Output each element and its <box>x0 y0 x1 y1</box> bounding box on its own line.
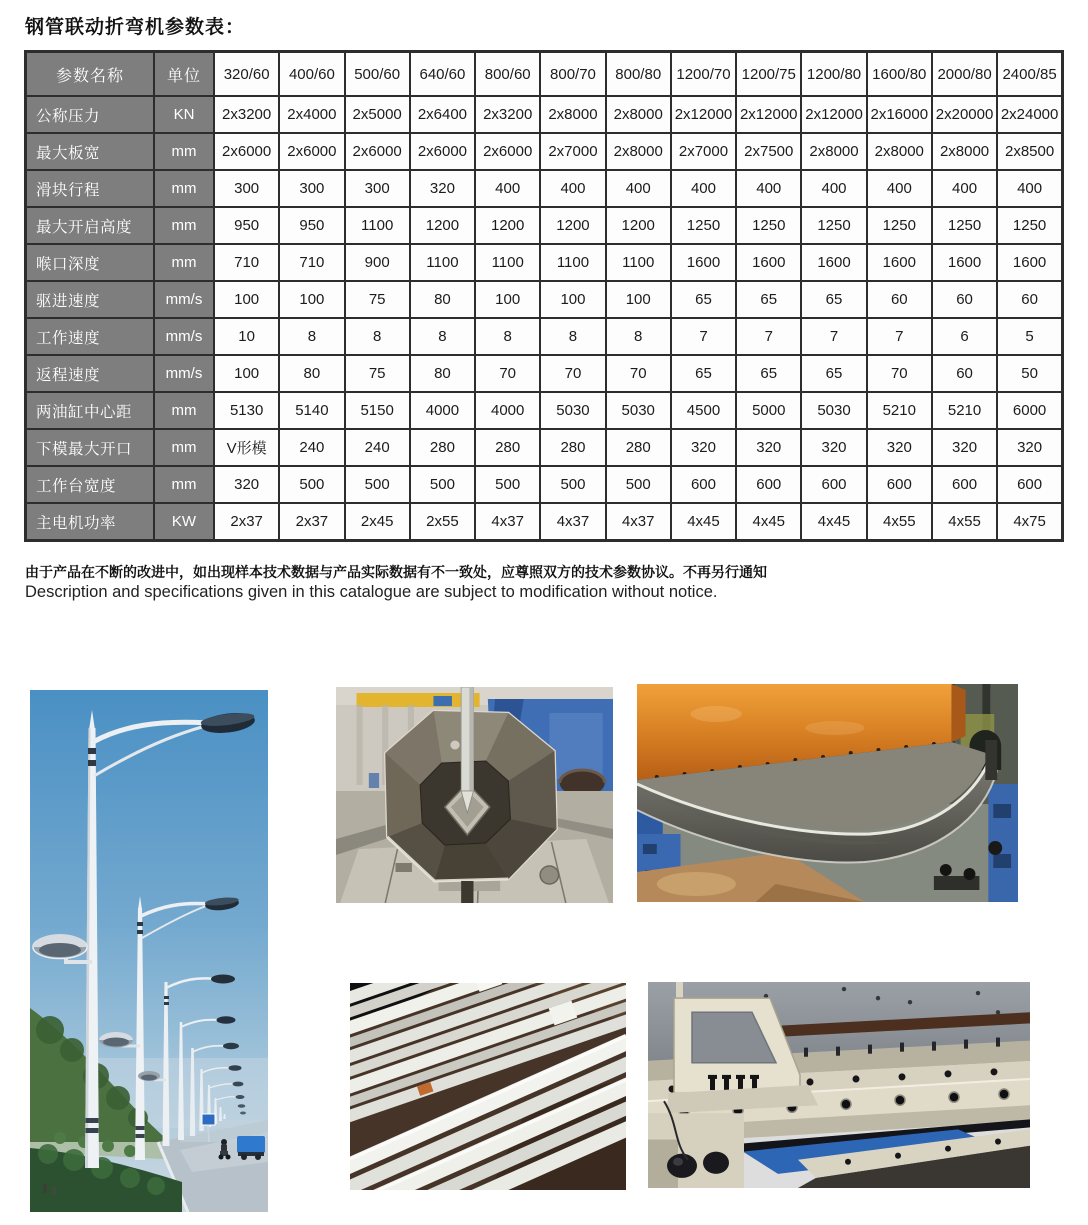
value-cell: 4x37 <box>606 503 671 541</box>
value-cell: 400 <box>606 170 671 207</box>
spec-row <box>26 207 1063 244</box>
spec-row <box>26 392 1063 429</box>
value-cell: 1600 <box>801 244 866 281</box>
value-cell: 2x8000 <box>867 133 932 170</box>
page-title: 钢管联动折弯机参数表： <box>25 17 246 38</box>
param-name-cell: 滑块行程 <box>26 170 155 207</box>
unit-header: 单位 <box>154 52 214 97</box>
value-cell: 2x5000 <box>345 96 410 133</box>
octagonal-pole-cross-section-photo <box>336 687 613 903</box>
value-cell: 100 <box>279 281 344 318</box>
value-cell: 320 <box>997 429 1062 466</box>
unit-cell: mm/s <box>154 318 214 355</box>
value-cell: 600 <box>867 466 932 503</box>
param-name-cell: 两油缸中心距 <box>26 392 155 429</box>
value-cell: 2x3200 <box>214 96 279 133</box>
model-header: 640/60 <box>410 52 475 97</box>
value-cell: 2x8000 <box>606 96 671 133</box>
value-cell: 2x4000 <box>279 96 344 133</box>
spec-row <box>26 355 1063 392</box>
value-cell: 100 <box>606 281 671 318</box>
spec-row <box>26 429 1063 466</box>
octagon-pipe-illustration <box>336 687 613 903</box>
value-cell: 5150 <box>345 392 410 429</box>
value-cell: 2x12000 <box>801 96 866 133</box>
value-cell: 75 <box>345 281 410 318</box>
spec-header-row <box>26 52 1063 97</box>
value-cell: 320 <box>410 170 475 207</box>
value-cell: 2x24000 <box>997 96 1062 133</box>
value-cell: 2x37 <box>214 503 279 541</box>
value-cell: 65 <box>671 355 736 392</box>
value-cell: 1200 <box>606 207 671 244</box>
param-name-cell: 公称压力 <box>26 96 155 133</box>
value-cell: 70 <box>540 355 605 392</box>
value-cell: 2x8000 <box>606 133 671 170</box>
spec-row <box>26 281 1063 318</box>
value-cell: 280 <box>540 429 605 466</box>
value-cell: 240 <box>345 429 410 466</box>
param-name-cell: 喉口深度 <box>26 244 155 281</box>
value-cell: 5210 <box>867 392 932 429</box>
value-cell: 710 <box>279 244 344 281</box>
unit-cell: mm <box>154 133 214 170</box>
param-name-cell: 驱进速度 <box>26 281 155 318</box>
value-cell: 1250 <box>671 207 736 244</box>
value-cell: 1250 <box>997 207 1062 244</box>
value-cell: 400 <box>997 170 1062 207</box>
unit-cell: mm <box>154 392 214 429</box>
value-cell: 4x55 <box>932 503 997 541</box>
unit-cell: KW <box>154 503 214 541</box>
value-cell: 60 <box>932 355 997 392</box>
value-cell: 320 <box>932 429 997 466</box>
value-cell: 2x3200 <box>475 96 540 133</box>
value-cell: 500 <box>410 466 475 503</box>
value-cell: 400 <box>671 170 736 207</box>
value-cell: 600 <box>671 466 736 503</box>
value-cell: 2x8000 <box>801 133 866 170</box>
model-header: 2000/80 <box>932 52 997 97</box>
value-cell: 400 <box>801 170 866 207</box>
value-cell: 65 <box>801 281 866 318</box>
value-cell: 2x6000 <box>345 133 410 170</box>
value-cell: 1200 <box>475 207 540 244</box>
machine-feed-rails-photo <box>648 982 1030 1188</box>
value-cell: 1100 <box>410 244 475 281</box>
value-cell: 65 <box>671 281 736 318</box>
spec-row <box>26 244 1063 281</box>
value-cell: 2x8500 <box>997 133 1062 170</box>
value-cell: 2x37 <box>279 503 344 541</box>
value-cell: 2x6000 <box>214 133 279 170</box>
unit-cell: mm <box>154 170 214 207</box>
value-cell: 6 <box>932 318 997 355</box>
spec-table-body <box>26 96 1063 541</box>
value-cell: 70 <box>867 355 932 392</box>
model-header: 400/60 <box>279 52 344 97</box>
value-cell: 600 <box>932 466 997 503</box>
value-cell: 5130 <box>214 392 279 429</box>
spec-row <box>26 318 1063 355</box>
param-name-cell: 最大板宽 <box>26 133 155 170</box>
param-name-cell: 工作速度 <box>26 318 155 355</box>
model-header: 1200/70 <box>671 52 736 97</box>
spec-row <box>26 170 1063 207</box>
value-cell: 600 <box>997 466 1062 503</box>
model-header: 1200/75 <box>736 52 801 97</box>
value-cell: 400 <box>867 170 932 207</box>
value-cell: 2x7500 <box>736 133 801 170</box>
left-machine-base <box>648 1101 744 1188</box>
value-cell: 320 <box>736 429 801 466</box>
value-cell: 240 <box>279 429 344 466</box>
spec-row <box>26 503 1063 541</box>
value-cell: 60 <box>932 281 997 318</box>
unit-cell: mm/s <box>154 355 214 392</box>
model-header: 500/60 <box>345 52 410 97</box>
value-cell: 100 <box>475 281 540 318</box>
value-cell: 80 <box>279 355 344 392</box>
value-cell: 2x16000 <box>867 96 932 133</box>
value-cell: 2x6000 <box>475 133 540 170</box>
value-cell: 4000 <box>410 392 475 429</box>
value-cell: 50 <box>997 355 1062 392</box>
street-light-poles-illustration <box>30 690 268 1212</box>
poles-stack-illustration <box>350 983 626 1190</box>
value-cell: 1600 <box>736 244 801 281</box>
value-cell: 4x37 <box>540 503 605 541</box>
value-cell: 710 <box>214 244 279 281</box>
param-name-header: 参数名称 <box>26 52 155 97</box>
value-cell: 1250 <box>736 207 801 244</box>
value-cell: 300 <box>345 170 410 207</box>
unit-cell: mm <box>154 429 214 466</box>
spec-table-head <box>26 52 1063 97</box>
value-cell: 100 <box>540 281 605 318</box>
value-cell: 65 <box>801 355 866 392</box>
value-cell: 8 <box>606 318 671 355</box>
press-brake-illustration <box>637 684 1018 902</box>
value-cell: 300 <box>214 170 279 207</box>
value-cell: 4x45 <box>801 503 866 541</box>
spec-row <box>26 133 1063 170</box>
unit-cell: mm <box>154 207 214 244</box>
value-cell: 1250 <box>932 207 997 244</box>
value-cell: V形模 <box>214 429 279 466</box>
value-cell: 1600 <box>932 244 997 281</box>
note-english: Description and specifications given in this catalogue are subject to modification without notice. <box>25 583 718 601</box>
value-cell: 1200 <box>410 207 475 244</box>
param-name-cell: 返程速度 <box>26 355 155 392</box>
param-name-cell: 主电机功率 <box>26 503 155 541</box>
spec-row <box>26 466 1063 503</box>
value-cell: 500 <box>606 466 671 503</box>
model-header: 800/60 <box>475 52 540 97</box>
value-cell: 400 <box>540 170 605 207</box>
value-cell: 280 <box>410 429 475 466</box>
value-cell: 65 <box>736 355 801 392</box>
value-cell: 320 <box>671 429 736 466</box>
value-cell: 4500 <box>671 392 736 429</box>
value-cell: 2x8000 <box>932 133 997 170</box>
value-cell: 60 <box>997 281 1062 318</box>
unit-cell: KN <box>154 96 214 133</box>
value-cell: 5030 <box>606 392 671 429</box>
value-cell: 950 <box>214 207 279 244</box>
param-name-cell: 最大开启高度 <box>26 207 155 244</box>
value-cell: 5030 <box>801 392 866 429</box>
value-cell: 400 <box>736 170 801 207</box>
value-cell: 1200 <box>540 207 605 244</box>
galvanized-poles-stack-photo <box>350 983 626 1190</box>
value-cell: 65 <box>736 281 801 318</box>
value-cell: 500 <box>475 466 540 503</box>
value-cell: 900 <box>345 244 410 281</box>
value-cell: 5030 <box>540 392 605 429</box>
value-cell: 300 <box>279 170 344 207</box>
value-cell: 280 <box>606 429 671 466</box>
value-cell: 80 <box>410 281 475 318</box>
value-cell: 320 <box>801 429 866 466</box>
value-cell: 8 <box>410 318 475 355</box>
value-cell: 2x12000 <box>671 96 736 133</box>
value-cell: 60 <box>867 281 932 318</box>
model-header: 800/70 <box>540 52 605 97</box>
value-cell: 4x37 <box>475 503 540 541</box>
unit-cell: mm <box>154 466 214 503</box>
model-header: 320/60 <box>214 52 279 97</box>
value-cell: 2x8000 <box>540 96 605 133</box>
feed-rails-illustration <box>648 982 1030 1188</box>
value-cell: 1100 <box>345 207 410 244</box>
unit-cell: mm/s <box>154 281 214 318</box>
value-cell: 10 <box>214 318 279 355</box>
value-cell: 500 <box>279 466 344 503</box>
value-cell: 4x45 <box>671 503 736 541</box>
spec-row <box>26 96 1063 133</box>
value-cell: 2x55 <box>410 503 475 541</box>
value-cell: 5 <box>997 318 1062 355</box>
value-cell: 400 <box>932 170 997 207</box>
value-cell: 1600 <box>997 244 1062 281</box>
value-cell: 1100 <box>475 244 540 281</box>
value-cell: 75 <box>345 355 410 392</box>
spec-table <box>24 50 1064 542</box>
value-cell: 1100 <box>606 244 671 281</box>
value-cell: 400 <box>475 170 540 207</box>
value-cell: 7 <box>671 318 736 355</box>
value-cell: 2x45 <box>345 503 410 541</box>
value-cell: 8 <box>279 318 344 355</box>
value-cell: 5210 <box>932 392 997 429</box>
value-cell: 100 <box>214 355 279 392</box>
value-cell: 2x12000 <box>736 96 801 133</box>
value-cell: 4000 <box>475 392 540 429</box>
model-header: 2400/85 <box>997 52 1062 97</box>
value-cell: 8 <box>345 318 410 355</box>
value-cell: 70 <box>475 355 540 392</box>
value-cell: 5140 <box>279 392 344 429</box>
value-cell: 7 <box>801 318 866 355</box>
value-cell: 7 <box>736 318 801 355</box>
unit-cell: mm <box>154 244 214 281</box>
value-cell: 100 <box>214 281 279 318</box>
value-cell: 2x20000 <box>932 96 997 133</box>
value-cell: 80 <box>410 355 475 392</box>
note-chinese: 由于产品在不断的改进中，如出现样本技术数据与产品实际数据有不一致处，应尊照双方的技术参数协议。不再另行通知 <box>25 564 767 580</box>
value-cell: 500 <box>540 466 605 503</box>
value-cell: 1600 <box>867 244 932 281</box>
param-name-cell: 下模最大开口 <box>26 429 155 466</box>
street-light-poles-photo <box>30 690 268 1212</box>
value-cell: 1100 <box>540 244 605 281</box>
value-cell: 280 <box>475 429 540 466</box>
value-cell: 2x6400 <box>410 96 475 133</box>
value-cell: 2x6000 <box>410 133 475 170</box>
value-cell: 4x45 <box>736 503 801 541</box>
value-cell: 7 <box>867 318 932 355</box>
value-cell: 2x7000 <box>540 133 605 170</box>
value-cell: 320 <box>867 429 932 466</box>
value-cell: 5000 <box>736 392 801 429</box>
value-cell: 950 <box>279 207 344 244</box>
model-header: 1200/80 <box>801 52 866 97</box>
value-cell: 70 <box>606 355 671 392</box>
value-cell: 2x6000 <box>279 133 344 170</box>
value-cell: 320 <box>214 466 279 503</box>
param-name-cell: 工作台宽度 <box>26 466 155 503</box>
value-cell: 4x55 <box>867 503 932 541</box>
value-cell: 4x75 <box>997 503 1062 541</box>
value-cell: 500 <box>345 466 410 503</box>
model-header: 800/80 <box>606 52 671 97</box>
value-cell: 600 <box>736 466 801 503</box>
value-cell: 6000 <box>997 392 1062 429</box>
value-cell: 2x7000 <box>671 133 736 170</box>
value-cell: 600 <box>801 466 866 503</box>
value-cell: 1250 <box>867 207 932 244</box>
value-cell: 8 <box>540 318 605 355</box>
value-cell: 1250 <box>801 207 866 244</box>
press-brake-bent-sheet-photo <box>637 684 1018 902</box>
value-cell: 8 <box>475 318 540 355</box>
value-cell: 1600 <box>671 244 736 281</box>
model-header: 1600/80 <box>867 52 932 97</box>
